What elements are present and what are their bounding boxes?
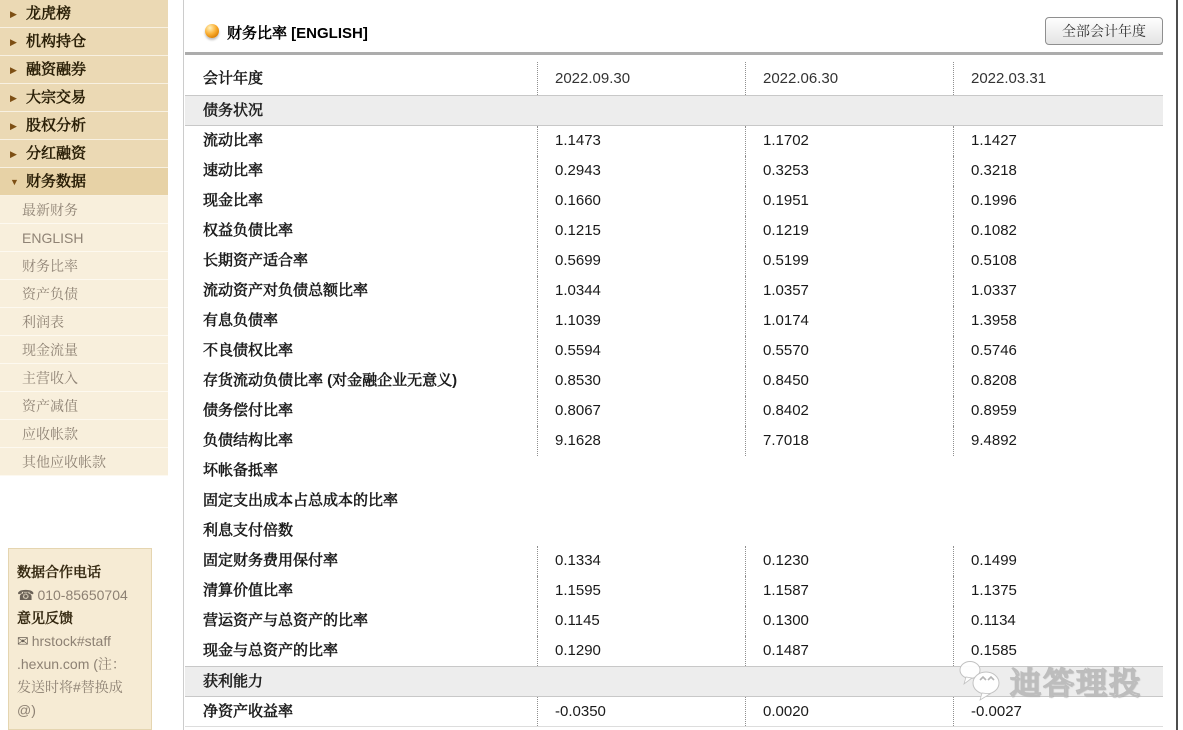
section-row: 获利能力 (185, 666, 1163, 697)
value-cell: 0.1951 (745, 186, 953, 216)
sidebar-item[interactable] (0, 140, 168, 168)
metric-label: 现金比率 (203, 192, 264, 209)
metric-label: 有息负债率 (203, 312, 279, 329)
value-cell: 0.1300 (745, 606, 953, 636)
value-cell: 1.0337 (953, 276, 1163, 306)
value-cell: 0.3218 (953, 156, 1163, 186)
sidebar-subitem[interactable]: 利润表 (0, 308, 168, 336)
metric-label: 流动比率 (203, 132, 264, 149)
value-cell: 1.0344 (537, 276, 745, 306)
metric-label: 固定财务费用保付率 (203, 552, 339, 569)
sidebar-subitem[interactable]: ENGLISH (0, 224, 168, 252)
value-cell (537, 516, 745, 546)
value-cell: 1.3958 (953, 306, 1163, 336)
table-row (185, 396, 1163, 426)
value-cell (745, 486, 953, 516)
value-cell: 0.1230 (745, 546, 953, 576)
sidebar-item-label: 大宗交易 (26, 89, 87, 106)
metric-label: 固定支出成本占总成本的比率 (203, 492, 399, 509)
value-cell (745, 456, 953, 486)
value-cell: 0.1290 (537, 636, 745, 666)
metric-label: 长期资产适合率 (203, 252, 309, 269)
table-row (185, 366, 1163, 396)
sidebar-item-label: 财务数据 (26, 173, 87, 190)
value-cell: 0.8067 (537, 396, 745, 426)
metric-label: 利息支付倍数 (203, 522, 294, 539)
sidebar-content-divider (183, 0, 184, 730)
main-content (185, 0, 1163, 730)
value-cell: 1.0357 (745, 276, 953, 306)
value-cell: 0.1219 (745, 216, 953, 246)
value-cell: 0.1499 (953, 546, 1163, 576)
sidebar-subitem[interactable]: 其他应收帐款 (0, 448, 168, 476)
triangle-right-icon: ▶ (10, 9, 17, 19)
contact-phone-line (17, 584, 143, 607)
bullet-ball-icon (205, 24, 219, 38)
sidebar-item[interactable] (0, 56, 168, 84)
table-row (185, 216, 1163, 246)
contact-phone-label: 数据合作电话 (17, 564, 101, 580)
fiscal-year-header: 会计年度 (203, 70, 264, 87)
value-cell: 0.8530 (537, 366, 745, 396)
page-title: 财务比率 [ENGLISH] (227, 25, 368, 42)
sidebar-item-label: 融资融券 (26, 61, 87, 78)
value-cell: 0.2943 (537, 156, 745, 186)
sidebar-item-label: 股权分析 (26, 117, 87, 134)
value-cell: 0.5199 (745, 246, 953, 276)
table-row (185, 426, 1163, 456)
value-cell: 1.1039 (537, 306, 745, 336)
table-row (185, 606, 1163, 636)
value-cell: 1.1427 (953, 126, 1163, 156)
page-right-border (1176, 0, 1178, 730)
value-cell: 0.1585 (953, 636, 1163, 666)
value-cell: 1.1375 (953, 576, 1163, 606)
table-row (185, 456, 1163, 486)
table-row (185, 276, 1163, 306)
table-row (185, 126, 1163, 156)
sidebar-subitem[interactable]: 资产负债 (0, 280, 168, 308)
metric-label: 债务偿付比率 (203, 402, 294, 419)
value-cell: 9.1628 (537, 426, 745, 456)
metric-label: 坏帐备抵率 (203, 462, 279, 479)
sidebar-item-label: 龙虎榜 (26, 5, 72, 22)
value-cell (537, 486, 745, 516)
table-header-row (185, 62, 1163, 95)
value-cell: -0.0350 (537, 697, 745, 726)
sidebar-item[interactable] (0, 0, 168, 28)
sidebar-item[interactable] (0, 168, 168, 196)
value-cell: 1.1702 (745, 126, 953, 156)
table-row (185, 306, 1163, 336)
sidebar-item[interactable] (0, 28, 168, 56)
value-cell (745, 516, 953, 546)
triangle-right-icon: ▶ (10, 93, 17, 103)
sidebar-item-label: 分红融资 (26, 145, 87, 162)
value-cell (953, 456, 1163, 486)
sidebar-item[interactable] (0, 84, 168, 112)
triangle-right-icon: ▶ (10, 149, 17, 159)
sidebar-subitem[interactable]: 资产减值 (0, 392, 168, 420)
value-cell: 7.7018 (745, 426, 953, 456)
contact-email-line4: @) (17, 702, 36, 718)
contact-phone-number: 010-85650704 (37, 587, 128, 603)
title-divider (185, 52, 1163, 55)
value-cell: 2022.06.30 (745, 62, 953, 95)
value-cell: 0.1660 (537, 186, 745, 216)
value-cell: 9.4892 (953, 426, 1163, 456)
sidebar-subitem[interactable]: 应收帐款 (0, 420, 168, 448)
value-cell: -0.0027 (953, 697, 1163, 726)
value-cell (953, 516, 1163, 546)
value-cell: 1.0174 (745, 306, 953, 336)
value-cell: 0.1215 (537, 216, 745, 246)
contact-email-line1 (17, 630, 143, 653)
value-cell: 0.8402 (745, 396, 953, 426)
value-cell: 0.1996 (953, 186, 1163, 216)
value-cell: 1.1595 (537, 576, 745, 606)
sidebar-subitem[interactable]: 财务比率 (0, 252, 168, 280)
value-cell: 0.5594 (537, 336, 745, 366)
all-fiscal-years-button[interactable]: 全部会计年度 (1045, 17, 1163, 45)
metric-label: 存货流动负债比率 (对金融企业无意义) (203, 372, 458, 389)
value-cell (537, 456, 745, 486)
value-cell (953, 486, 1163, 516)
metric-label: 清算价值比率 (203, 582, 294, 599)
metric-label: 权益负债比率 (203, 222, 294, 239)
metric-label: 速动比率 (203, 162, 264, 179)
value-cell: 0.3253 (745, 156, 953, 186)
value-cell: 0.1134 (953, 606, 1163, 636)
financial-table (185, 62, 1163, 727)
value-cell: 0.1334 (537, 546, 745, 576)
triangle-right-icon: ▶ (10, 37, 17, 47)
value-cell: 1.1587 (745, 576, 953, 606)
sidebar-item[interactable] (0, 112, 168, 140)
value-cell: 0.1487 (745, 636, 953, 666)
sidebar-subitem[interactable]: 现金流量 (0, 336, 168, 364)
contact-email-line3: 发送时将#替换成 (17, 679, 123, 695)
table-row (185, 636, 1163, 666)
table-row (185, 576, 1163, 606)
value-cell: 0.8208 (953, 366, 1163, 396)
table-row (185, 486, 1163, 516)
triangle-down-icon: ▼ (10, 177, 19, 187)
value-cell: 0.1145 (537, 606, 745, 636)
value-cell: 0.5746 (953, 336, 1163, 366)
value-cell: 0.5699 (537, 246, 745, 276)
value-cell: 0.1082 (953, 216, 1163, 246)
contact-feedback-label: 意见反馈 (17, 610, 73, 626)
value-cell: 2022.09.30 (537, 62, 745, 95)
metric-label: 流动资产对负债总额比率 (203, 282, 369, 299)
section-row: 债务状况 (185, 95, 1163, 126)
table-row (185, 516, 1163, 546)
watermark-text: 迪答理投 (1010, 665, 1142, 701)
triangle-right-icon: ▶ (10, 65, 17, 75)
table-row (185, 246, 1163, 276)
phone-icon: ☎ (17, 587, 35, 603)
table-row (185, 156, 1163, 186)
value-cell: 2022.03.31 (953, 62, 1163, 95)
value-cell: 0.8959 (953, 396, 1163, 426)
metric-label: 净资产收益率 (203, 703, 294, 720)
email-icon: ✉ (17, 633, 29, 649)
metric-label: 营运资产与总资产的比率 (203, 612, 369, 629)
contact-email-line2: .hexun.com (注： (17, 656, 126, 672)
contact-box (8, 548, 152, 730)
value-cell: 0.0020 (745, 697, 953, 726)
value-cell: 0.5108 (953, 246, 1163, 276)
sidebar-nav (0, 0, 168, 476)
table-row (185, 546, 1163, 576)
metric-label: 负债结构比率 (203, 432, 294, 449)
value-cell: 1.1473 (537, 126, 745, 156)
value-cell: 0.8450 (745, 366, 953, 396)
table-row (185, 336, 1163, 366)
sidebar-subitem[interactable]: 最新财务 (0, 196, 168, 224)
value-cell: 0.5570 (745, 336, 953, 366)
table-row (185, 186, 1163, 216)
table-row (185, 697, 1163, 727)
sidebar-subitem[interactable]: 主营收入 (0, 364, 168, 392)
metric-label: 不良债权比率 (203, 342, 294, 359)
metric-label: 现金与总资产的比率 (203, 642, 339, 659)
triangle-right-icon: ▶ (10, 121, 17, 131)
contact-email-part1: hrstock#staff (31, 633, 111, 649)
sidebar-item-label: 机构持仓 (26, 33, 87, 50)
